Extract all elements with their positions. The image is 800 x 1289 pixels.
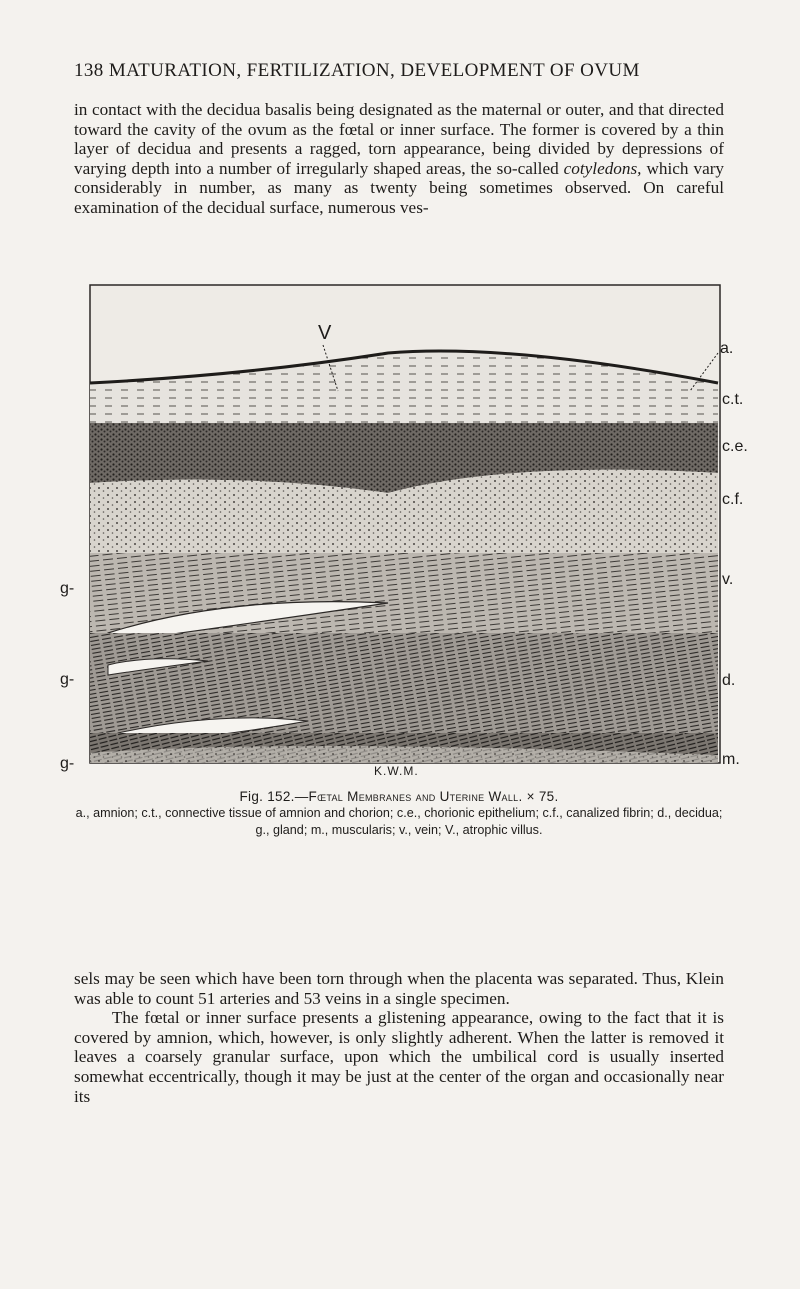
label-cf: c.f. xyxy=(722,491,744,508)
paragraph-top-text-1: in contact with the decidua basalis being designated as the maternal or outer, and that directed toward the cavity of the ovum as the fœtal or inner surface. The former is covered by a thin layer of decidua and presents a ragged, torn appearance, being divided by depressions of varying depth into a number of irregularly shaped areas, the so-called xyxy=(74,100,724,178)
paragraph-bottom xyxy=(74,969,724,1106)
tissue-illustration xyxy=(88,283,800,765)
paragraph-bottom-2: The fœtal or inner surface presents a glistening appearance, owing to the fact that it is covered by amnion, which, however, is only slightly adherent. When the latter is removed it leaves a coarsely granular surface, upon which the umbilical cord is usually inserted somewhat eccentrically, though it may be just at the center of the organ and occasionally near its xyxy=(74,1008,724,1106)
paragraph-bottom-1: sels may be seen which have been torn through when the placenta was separated. Thus, Klein was able to count 51 arteries and 53 veins in a single specimen. xyxy=(74,969,724,1008)
caption-legend: a., amnion; c.t., connective tissue of amnion and chorion; c.e., chorionic epithelium; c.f., canalized fibrin; d., decidua; g., gland; m., muscularis; v., vein; V., atrophic villus. xyxy=(75,806,723,837)
label-m: m. xyxy=(722,751,740,768)
label-gland-1: g- xyxy=(60,580,75,597)
label-V: V xyxy=(318,322,332,344)
paragraph-top-text-2: which vary considerably in number, as many as twenty being sometimes observed. On careful examination of the decidual surface, numerous ves- xyxy=(74,158,725,217)
figure-caption xyxy=(74,788,724,839)
artist-signature: K.W.M. xyxy=(374,764,419,778)
fig-number: Fig. 152. xyxy=(239,789,295,804)
cotyledons-term: cotyledons, xyxy=(563,158,642,178)
label-gland-2: g- xyxy=(60,671,75,688)
label-ce: c.e. xyxy=(722,438,748,455)
label-d: d. xyxy=(722,672,736,689)
label-ct: c.t. xyxy=(722,391,744,408)
paragraph-top xyxy=(74,100,724,218)
label-v: v. xyxy=(722,571,734,588)
running-head: 138 MATURATION, FERTILIZATION, DEVELOPMENT OF OVUM xyxy=(74,60,640,81)
fig-title: —Fœtal Membranes and Uterine Wall. xyxy=(294,789,523,804)
magnification: × 75. xyxy=(526,789,559,804)
caption-title xyxy=(74,788,724,805)
label-gland-3: g- xyxy=(60,755,75,772)
label-a: a. xyxy=(720,340,734,357)
